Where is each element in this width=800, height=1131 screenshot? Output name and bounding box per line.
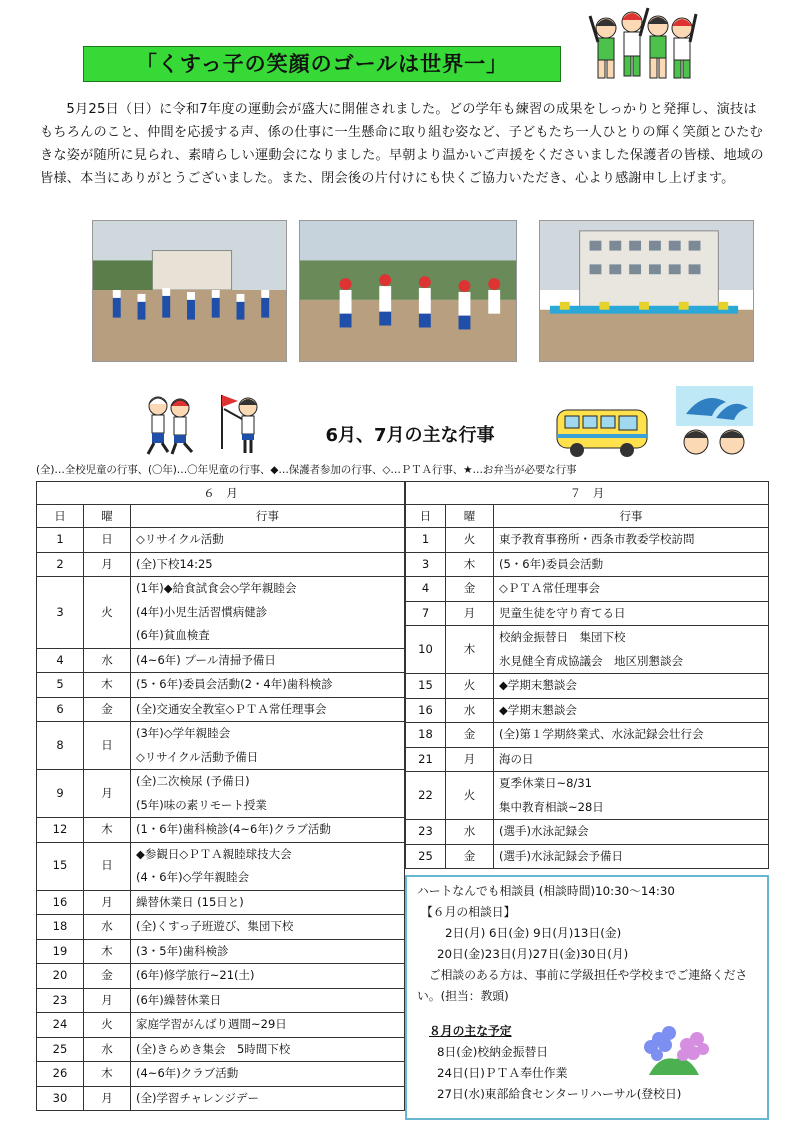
consultation-box	[405, 875, 769, 1120]
event-row	[37, 915, 405, 940]
event-description	[494, 844, 769, 869]
event-day: 23	[37, 988, 84, 1013]
event-text: 集中教育相談~28日	[499, 799, 604, 814]
event-weekday: 金	[446, 844, 494, 869]
event-weekday: 水	[84, 915, 131, 940]
kid-1	[590, 16, 616, 78]
event-weekday: 月	[446, 601, 494, 626]
event-description	[131, 842, 405, 890]
event-day: 4	[37, 648, 84, 673]
event-day: 23	[406, 820, 446, 845]
event-text: (4~6年)クラブ活動	[136, 1066, 239, 1080]
event-row	[406, 601, 769, 626]
event-text: (5年)味の素リモート授業	[136, 797, 267, 812]
event-day: 3	[406, 552, 446, 577]
event-text: (全)くすっ子班遊び、集団下校	[136, 919, 294, 933]
event-row	[37, 939, 405, 964]
event-text: ◇リサイクル活動	[136, 532, 224, 546]
event-row	[406, 844, 769, 869]
event-weekday: 火	[446, 674, 494, 699]
event-row	[37, 770, 405, 818]
intro-paragraph: 5月25日（日）に令和7年度の運動会が盛大に開催されました。どの学年も練習の成果をしっかりと発揮し、演技はもちろんのこと、仲間を応援する声、係の仕事に一生懸命に取り組む姿など、子どもたち一人ひとりの輝く笑顔とひたむきな姿が随所に見られ、素晴らしい運動会になりました。早朝より温かいご声援をくださいました保護者の皆様、地域の皆様、本当にありがとうございました。また、閉会後の片付けにも快くご協力いただき、心より感謝申し上げます。	[40, 102, 764, 186]
event-description	[131, 673, 405, 698]
school-bus-illustration	[553, 404, 653, 460]
event-weekday: 月	[84, 770, 131, 818]
event-description	[131, 528, 405, 553]
event-day: 25	[37, 1037, 84, 1062]
consult-note: ご相談のある方は、事前に学級担任や学校までご連絡ください。(担当：教頭)	[417, 968, 748, 1003]
event-text: (全)下校14:25	[136, 556, 213, 571]
event-weekday: 木	[84, 1062, 131, 1087]
june-events-table	[36, 481, 405, 1111]
event-weekday: 金	[446, 723, 494, 748]
event-day: 26	[37, 1062, 84, 1087]
running-kids-illustration	[140, 392, 200, 456]
event-description	[131, 552, 405, 577]
event-text: (1年)◆給食試食会◇学年親睦会	[136, 581, 297, 595]
event-weekday: 日	[84, 528, 131, 553]
consult-heading: ハートなんでも相談員 (相談時間)10:30～14:30	[417, 884, 675, 898]
event-text: (4~6年) プール清掃予備日	[136, 652, 276, 667]
event-description	[494, 577, 769, 602]
event-text: (6年)繰替休業日	[136, 992, 222, 1007]
event-weekday: 水	[446, 698, 494, 723]
col-day: 日	[37, 505, 84, 528]
event-day: 4	[406, 577, 446, 602]
event-text: (5・6年)委員会活動	[499, 556, 604, 571]
event-description	[494, 674, 769, 699]
event-weekday: 木	[446, 552, 494, 577]
event-description	[494, 528, 769, 553]
event-text: 校納金振替日 集団下校	[499, 630, 626, 644]
july-month-header: ７ 月	[406, 482, 769, 505]
event-day: 8	[37, 722, 84, 770]
event-row	[406, 723, 769, 748]
event-text: 氷見健全育成協議会 地区別懇談会	[499, 653, 683, 668]
sports-day-photo-1	[92, 220, 287, 362]
event-row	[406, 528, 769, 553]
event-row	[37, 697, 405, 722]
event-day: 1	[37, 528, 84, 553]
event-day: 19	[37, 939, 84, 964]
august-plan-item: 27日(水)東部給食センターリハーサル(登校日)	[437, 1087, 682, 1101]
event-day: 1	[406, 528, 446, 553]
event-weekday: 火	[446, 772, 494, 820]
event-day: 7	[406, 601, 446, 626]
event-row	[406, 698, 769, 723]
event-description	[131, 770, 405, 818]
event-row	[406, 674, 769, 699]
event-description	[494, 626, 769, 674]
event-day: 30	[37, 1086, 84, 1111]
event-description	[494, 601, 769, 626]
event-day: 18	[37, 915, 84, 940]
event-day: 5	[37, 673, 84, 698]
event-text: (選手)水泳記録会予備日	[499, 848, 623, 863]
event-text: (6年)修学旅行~21(土)	[136, 968, 255, 982]
dolphin-kids-illustration	[676, 386, 753, 458]
event-day: 15	[406, 674, 446, 699]
event-description	[131, 648, 405, 673]
event-text: ◇ＰＴＡ常任理事会	[499, 581, 600, 595]
event-text: ◆学期末懇談会	[499, 702, 577, 717]
event-row	[37, 577, 405, 649]
cheering-kids-illustration	[588, 2, 698, 88]
event-text: (6年)貧血検査	[136, 628, 210, 642]
event-text: (全)二次検尿 (予備日)	[136, 774, 250, 788]
event-row	[406, 820, 769, 845]
event-weekday: 木	[446, 626, 494, 674]
event-text: (3・5年)歯科検診	[136, 943, 229, 958]
event-description	[131, 722, 405, 770]
event-description	[131, 818, 405, 843]
event-weekday: 火	[446, 528, 494, 553]
event-day: 6	[37, 697, 84, 722]
sports-day-photo-3	[539, 220, 754, 362]
august-plan-heading: ８月の主な予定	[429, 1024, 512, 1038]
flag-kid-illustration	[208, 389, 268, 455]
event-text: ◆参観日◇ＰＴＡ親睦球技大会	[136, 846, 292, 861]
august-plan-item: 8日(金)校納金振替日	[437, 1045, 549, 1059]
event-text: 繰替休業日 (15日と)	[136, 894, 244, 909]
kid-4	[672, 14, 696, 78]
col-dow: 曜	[446, 505, 494, 528]
event-row	[37, 1037, 405, 1062]
kid-3	[648, 16, 668, 78]
event-weekday: 木	[84, 673, 131, 698]
event-weekday: 日	[84, 842, 131, 890]
col-event: 行事	[494, 505, 769, 528]
event-text: 海の日	[499, 751, 534, 766]
event-text: (選手)水泳記録会	[499, 824, 589, 838]
event-weekday: 月	[84, 890, 131, 915]
event-row	[37, 722, 405, 770]
event-day: 16	[406, 698, 446, 723]
event-day: 18	[406, 723, 446, 748]
event-description	[494, 698, 769, 723]
event-text: (4・6年)◇学年親睦会	[136, 870, 249, 884]
event-weekday: 火	[84, 1013, 131, 1038]
event-row	[37, 988, 405, 1013]
consult-june-label: 【６月の相談日】	[421, 905, 516, 919]
event-description	[131, 915, 405, 940]
event-weekday: 木	[84, 818, 131, 843]
event-description	[131, 988, 405, 1013]
event-row	[37, 964, 405, 989]
event-row	[37, 1086, 405, 1111]
event-weekday: 金	[84, 697, 131, 722]
june-month-header: ６ 月	[37, 482, 405, 505]
event-text: (4年)小児生活習慣病健診	[136, 604, 268, 619]
event-description	[131, 939, 405, 964]
event-weekday: 日	[84, 722, 131, 770]
event-day: 22	[406, 772, 446, 820]
event-day: 15	[37, 842, 84, 890]
event-description	[494, 552, 769, 577]
event-text: 夏季休業日~8/31	[499, 776, 592, 790]
event-description	[131, 697, 405, 722]
event-day: 24	[37, 1013, 84, 1038]
event-description	[131, 890, 405, 915]
event-day: 10	[406, 626, 446, 674]
event-text: (全)第１学期終業式、水泳記録会壮行会	[499, 727, 704, 741]
events-heading: 6月、7月の主な行事	[325, 425, 495, 446]
event-weekday: 水	[84, 648, 131, 673]
event-weekday: 金	[84, 964, 131, 989]
event-weekday: 金	[446, 577, 494, 602]
event-text: ◇リサイクル活動予備日	[136, 749, 259, 764]
event-weekday: 火	[84, 577, 131, 649]
event-text: (1・6年)歯科検診(4~6年)クラブ活動	[136, 822, 331, 836]
hydrangea-illustration	[629, 1015, 721, 1085]
event-row	[406, 772, 769, 820]
event-weekday: 木	[84, 939, 131, 964]
event-day: 12	[37, 818, 84, 843]
event-text: (3年)◇学年親睦会	[136, 726, 231, 740]
event-row	[37, 1013, 405, 1038]
col-day: 日	[406, 505, 446, 528]
july-events-table	[405, 481, 769, 869]
event-row	[37, 1062, 405, 1087]
event-text: (5・6年)委員会活動(2・4年)歯科検診	[136, 677, 333, 691]
event-day: 9	[37, 770, 84, 818]
event-day: 3	[37, 577, 84, 649]
event-description	[131, 964, 405, 989]
event-row	[37, 552, 405, 577]
event-description	[131, 1013, 405, 1038]
sports-day-photo-2	[299, 220, 517, 362]
event-text: 東予教育事務所・西条市教委学校訪問	[499, 532, 695, 546]
col-dow: 曜	[84, 505, 131, 528]
event-day: 16	[37, 890, 84, 915]
event-row	[37, 673, 405, 698]
page-title: 「くすっ子の笑顔のゴールは世界一」	[83, 46, 561, 82]
event-description	[131, 1037, 405, 1062]
event-description	[494, 820, 769, 845]
col-event: 行事	[131, 505, 405, 528]
event-weekday: 月	[84, 1086, 131, 1111]
event-weekday: 水	[446, 820, 494, 845]
event-weekday: 月	[446, 747, 494, 772]
event-row	[37, 890, 405, 915]
event-weekday: 水	[84, 1037, 131, 1062]
event-day: 2	[37, 552, 84, 577]
event-day: 20	[37, 964, 84, 989]
event-description	[131, 577, 405, 649]
event-description	[494, 747, 769, 772]
event-day: 21	[406, 747, 446, 772]
event-day: 25	[406, 844, 446, 869]
event-row	[406, 552, 769, 577]
event-text: (全)交通安全教室◇ＰＴＡ常任理事会	[136, 701, 327, 716]
event-text: (全)きらめき集会 5時間下校	[136, 1041, 291, 1056]
event-description	[494, 772, 769, 820]
event-row	[37, 842, 405, 890]
august-plan-item: 24日(日)ＰＴＡ奉仕作業	[437, 1066, 568, 1080]
event-weekday: 月	[84, 552, 131, 577]
event-row	[406, 626, 769, 674]
consult-dates-1: 2日(月) 6日(金) 9日(月)13日(金)	[445, 926, 622, 940]
event-text: ◆学期末懇談会	[499, 678, 577, 692]
event-text: 家庭学習がんばり週間~29日	[136, 1017, 287, 1031]
consult-dates-2: 20日(金)23日(月)27日(金)30日(月)	[437, 947, 629, 961]
event-description	[131, 1062, 405, 1087]
event-row	[37, 818, 405, 843]
event-row	[406, 577, 769, 602]
event-row	[406, 747, 769, 772]
event-description	[131, 1086, 405, 1111]
kid-2	[622, 8, 648, 76]
event-text: 児童生徒を守り育てる日	[499, 605, 626, 620]
events-legend: (全)…全校児童の行事、(〇年)…〇年児童の行事、◆…保護者参加の行事、◇…ＰＴＡ行事、★…お弁当が必要な行事	[36, 464, 577, 476]
event-description	[494, 723, 769, 748]
event-row	[37, 528, 405, 553]
event-text: (全)学習チャレンジデー	[136, 1090, 260, 1105]
event-row	[37, 648, 405, 673]
event-weekday: 月	[84, 988, 131, 1013]
